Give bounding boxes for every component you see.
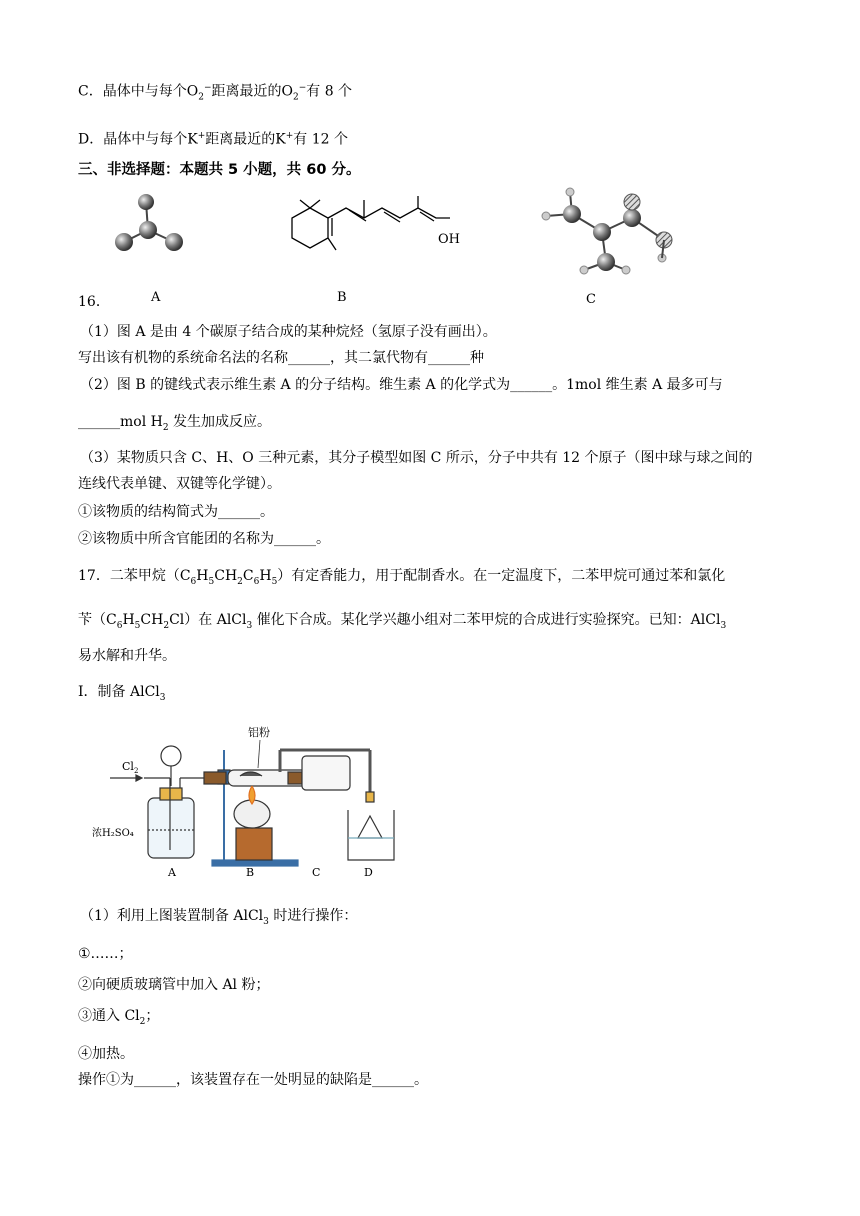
q16-p3b: 连线代表单键、双键等化学键）。 <box>78 476 281 492</box>
step-4: ④加热。 <box>78 1046 134 1062</box>
step-3: ③通入 $Cl_2$； <box>78 1008 160 1027</box>
label-c: C <box>312 866 321 879</box>
label-a: A <box>168 866 176 879</box>
step-1: ①……； <box>78 946 133 962</box>
part1-title: Ⅰ．制备 AlCl$_3$ <box>78 684 166 703</box>
al-powder-label: 铝粉 <box>248 726 270 739</box>
q16-p3c: ①该物质的结构简式为______。 <box>78 504 274 520</box>
q16-p2b: ______mol $H_2$ 发生加成反应。 <box>78 414 272 433</box>
q16-p1a: （1）图 A 是由 4 个碳原子结合成的某种烷烃（氢原子没有画出）。 <box>80 324 497 340</box>
cl2-label: $Cl_2$ <box>122 760 139 775</box>
figure-b-vitamin-a <box>280 196 460 266</box>
acid-label: 浓H₂SO₄ <box>92 828 134 839</box>
q17-intro-2: 苄$(C_6H_5CH_2Cl)$在 AlCl$_3$ 催化下合成。某化学兴趣小组对二苯甲烷的合成进行实验探究。已知：AlCl$_3$ <box>78 612 727 631</box>
oh-label: OH <box>438 232 460 247</box>
q16-p1b: 写出该有机物的系统命名法的名称______，其二氯代物有______种 <box>78 350 484 366</box>
q16-p3d: ②该物质中所含官能团的名称为______。 <box>78 531 330 547</box>
q16-p3a: （3）某物质只含 C、H、O 三种元素，其分子模型如图 C 所示，分子中共有 12 个原子（图中球与球之间的 <box>80 450 753 466</box>
option-d: D．晶体中与每个K+距离最近的K+有 12 个 <box>78 131 348 148</box>
section-heading: 三、非选择题：本题共 5 小题，共 60 分。 <box>78 162 361 178</box>
figure-c-label: C <box>586 292 596 307</box>
q16-p2a: （2）图 B 的键线式表示维生素 A 的分子结构。维生素 A 的化学式为______。1mol 维生素 A 最多可与 <box>80 377 723 393</box>
figure-b-label: B <box>337 290 347 305</box>
q17-s1: （1）利用上图装置制备 AlCl$_3$ 时进行操作： <box>80 908 358 927</box>
q17-intro-3: 易水解和升华。 <box>78 648 176 664</box>
label-b: B <box>246 866 255 879</box>
label-d: D <box>364 866 373 879</box>
q16-number: 16． <box>78 294 110 310</box>
figure-a-label: A <box>151 290 161 305</box>
step-2: ②向硬质玻璃管中加入 Al 粉； <box>78 977 270 993</box>
option-c: C．晶体中与每个$O_2^-$距离最近的$O_2^-$有 8 个 <box>78 83 353 103</box>
figure-c-molecule-model <box>536 188 676 278</box>
q17-intro-1: 17．二苯甲烷$(C_6H_5CH_2C_6H_5)$有定香能力，用于配制香水。在一定温度下，二苯甲烷可通过苯和氯化 <box>78 568 726 587</box>
apparatus-diagram <box>92 720 400 880</box>
final-question: 操作①为______，该装置存在一处明显的缺陷是______。 <box>78 1072 428 1088</box>
figure-a-ball-model <box>108 190 208 260</box>
